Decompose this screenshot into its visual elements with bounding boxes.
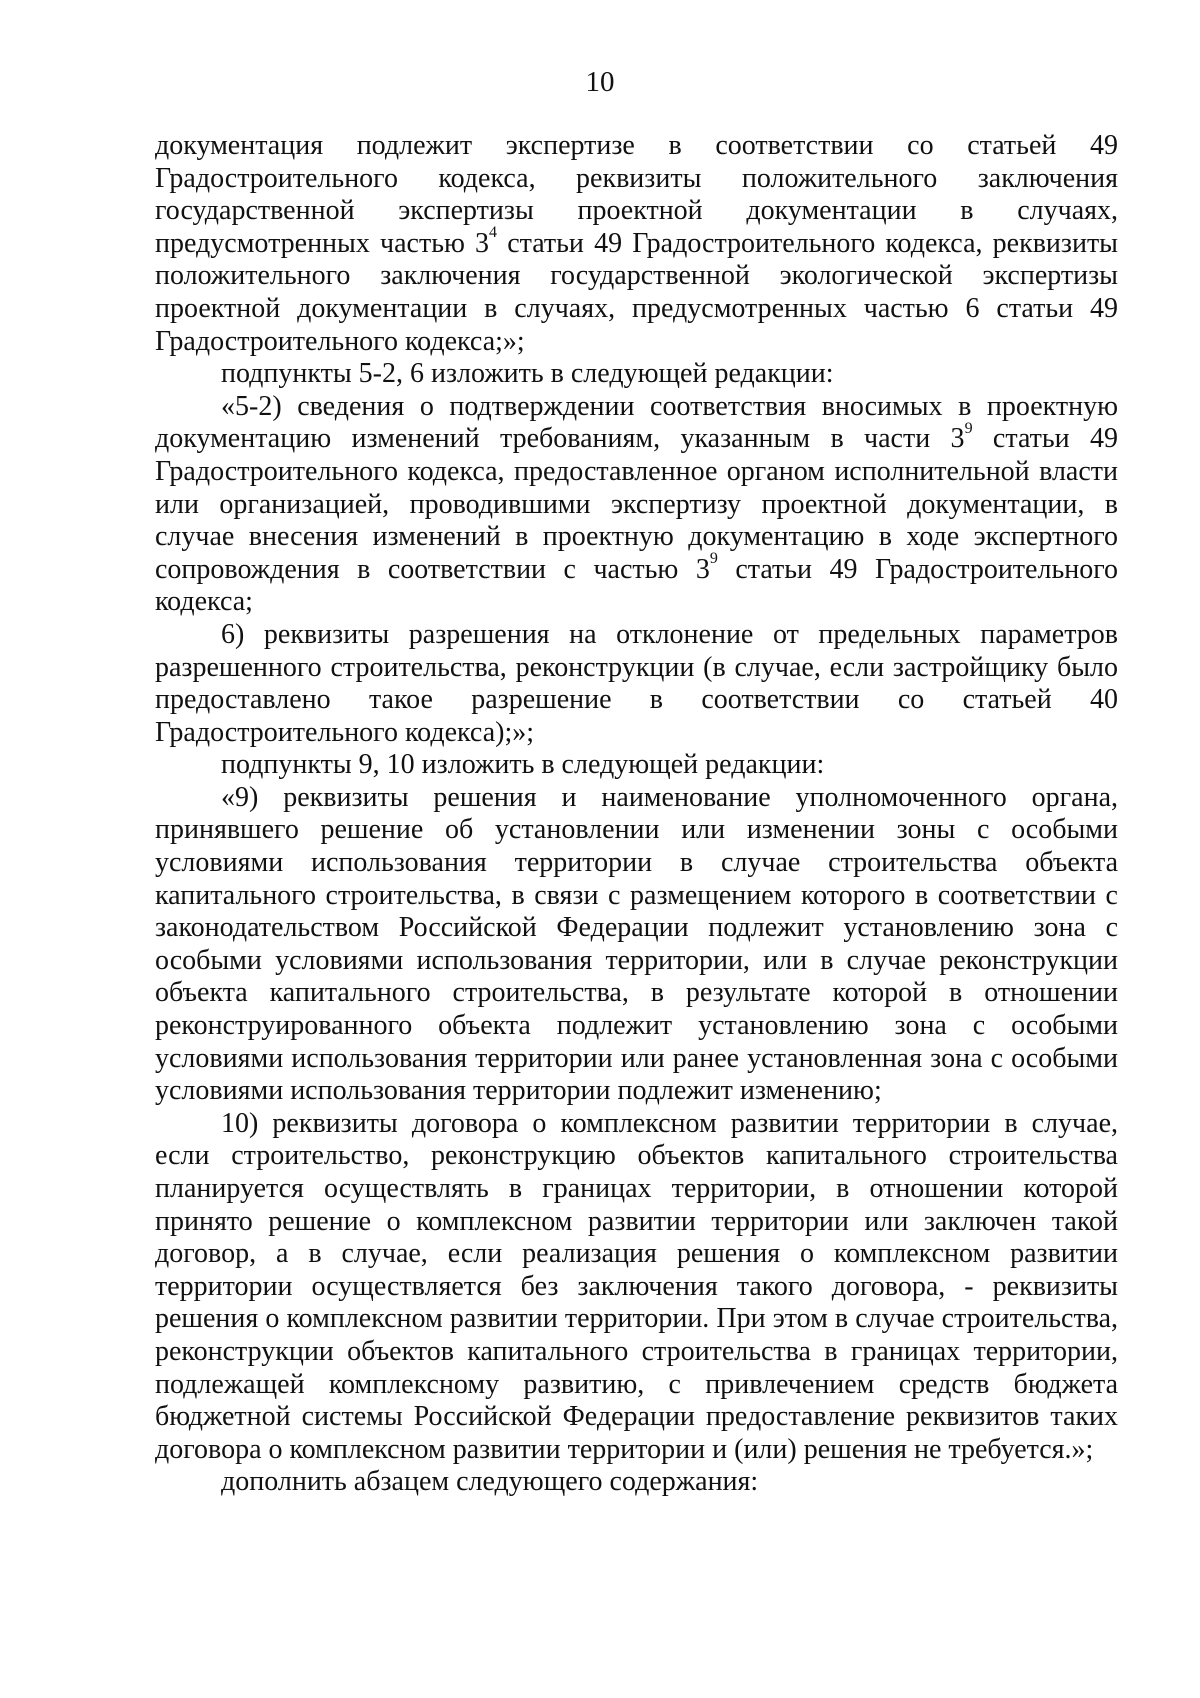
paragraph-subitem-6: 6) реквизиты разрешения на отклонение от предельных параметров разрешенного строительства, реконструкции (в случае, если застройщику было предоставлено такое разрешение в соответствии со статьей 40 Градостроительного кодекса);»; bbox=[155, 618, 1118, 748]
paragraph-text: статьи 49 Градостроительного кодекса; bbox=[155, 553, 1118, 618]
superscript: 9 bbox=[709, 550, 718, 568]
document-body bbox=[155, 130, 1118, 1499]
paragraph-subitem-10: 10) реквизиты договора о комплексном развитии территории в случае, если строительство, реконструкцию объектов капитального строительства планируется осуществлять в границах территории, в отношении которой принято решение о комплексном развитии территории или заключен такой договор, а в случае, если реализация решения о комплексном развитии территории осуществляется без заключения такого договора, - реквизиты решения о комплексном развитии территории. При этом в случае строительства, реконструкции объектов капитального строительства в границах территории, подлежащей комплексному развитию, с привлечением средств бюджета бюджетной системы Российской Федерации предоставление реквизитов таких договора о комплексном развитии территории и (или) решения не требуется.»; bbox=[155, 1107, 1118, 1465]
superscript: 4 bbox=[489, 224, 498, 242]
page-number: 10 bbox=[585, 66, 615, 98]
paragraph-subitem-5-2 bbox=[155, 391, 1118, 619]
paragraph-instruction-5-2: подпункты 5-2, 6 изложить в следующей редакции: bbox=[221, 358, 834, 390]
paragraph-instruction-add: дополнить абзацем следующего содержания: bbox=[221, 1466, 759, 1498]
paragraph-text: статьи 49 Градостроительного кодекса, реквизиты положительного заключения государственной экологической экспертизы проектной документации в случаях, предусмотренных частью 6 статьи 49 Градостроительного кодекса;»; bbox=[155, 227, 1118, 357]
paragraph-instruction-9-10: подпункты 9, 10 изложить в следующей редакции: bbox=[221, 749, 825, 781]
paragraph-continuation bbox=[155, 130, 1118, 358]
paragraph-subitem-9: «9) реквизиты решения и наименование уполномоченного органа, принявшего решение об установлении или изменении зоны с особыми условиями использования территории в случае строительства объекта капитального строительства, в связи с размещением которого в соответствии с законодательством Российской Федерации подлежит установлению зона с особыми условиями использования территории, или в случае реконструкции объекта капитального строительства, в результате которой в отношении реконструированного объекта подлежит установлению зона с особыми условиями использования территории или ранее установленная зона с особыми условиями использования территории подлежит изменению; bbox=[155, 781, 1118, 1107]
paragraph-text: статьи 49 Градостроительного кодекса, предоставленное органом исполнительной власти или организацией, проводившими экспертизу проектной документации, в случае внесения изменений в проектную документацию в ходе экспертного сопровождения в соответствии с частью 3 bbox=[155, 423, 1118, 585]
superscript: 9 bbox=[964, 420, 973, 438]
paragraph-text: документация подлежит экспертизе в соответствии со статьей 49 Градостроительного кодекса, реквизиты положительного заключения государственной экспертизы проектной документации в случаях, предусмотренных частью 3 bbox=[155, 130, 1118, 259]
paragraph-text: «5-2) сведения о подтверждении соответствия вносимых в проектную документацию изменений требованиям, указанным в части 3 bbox=[155, 390, 1118, 455]
